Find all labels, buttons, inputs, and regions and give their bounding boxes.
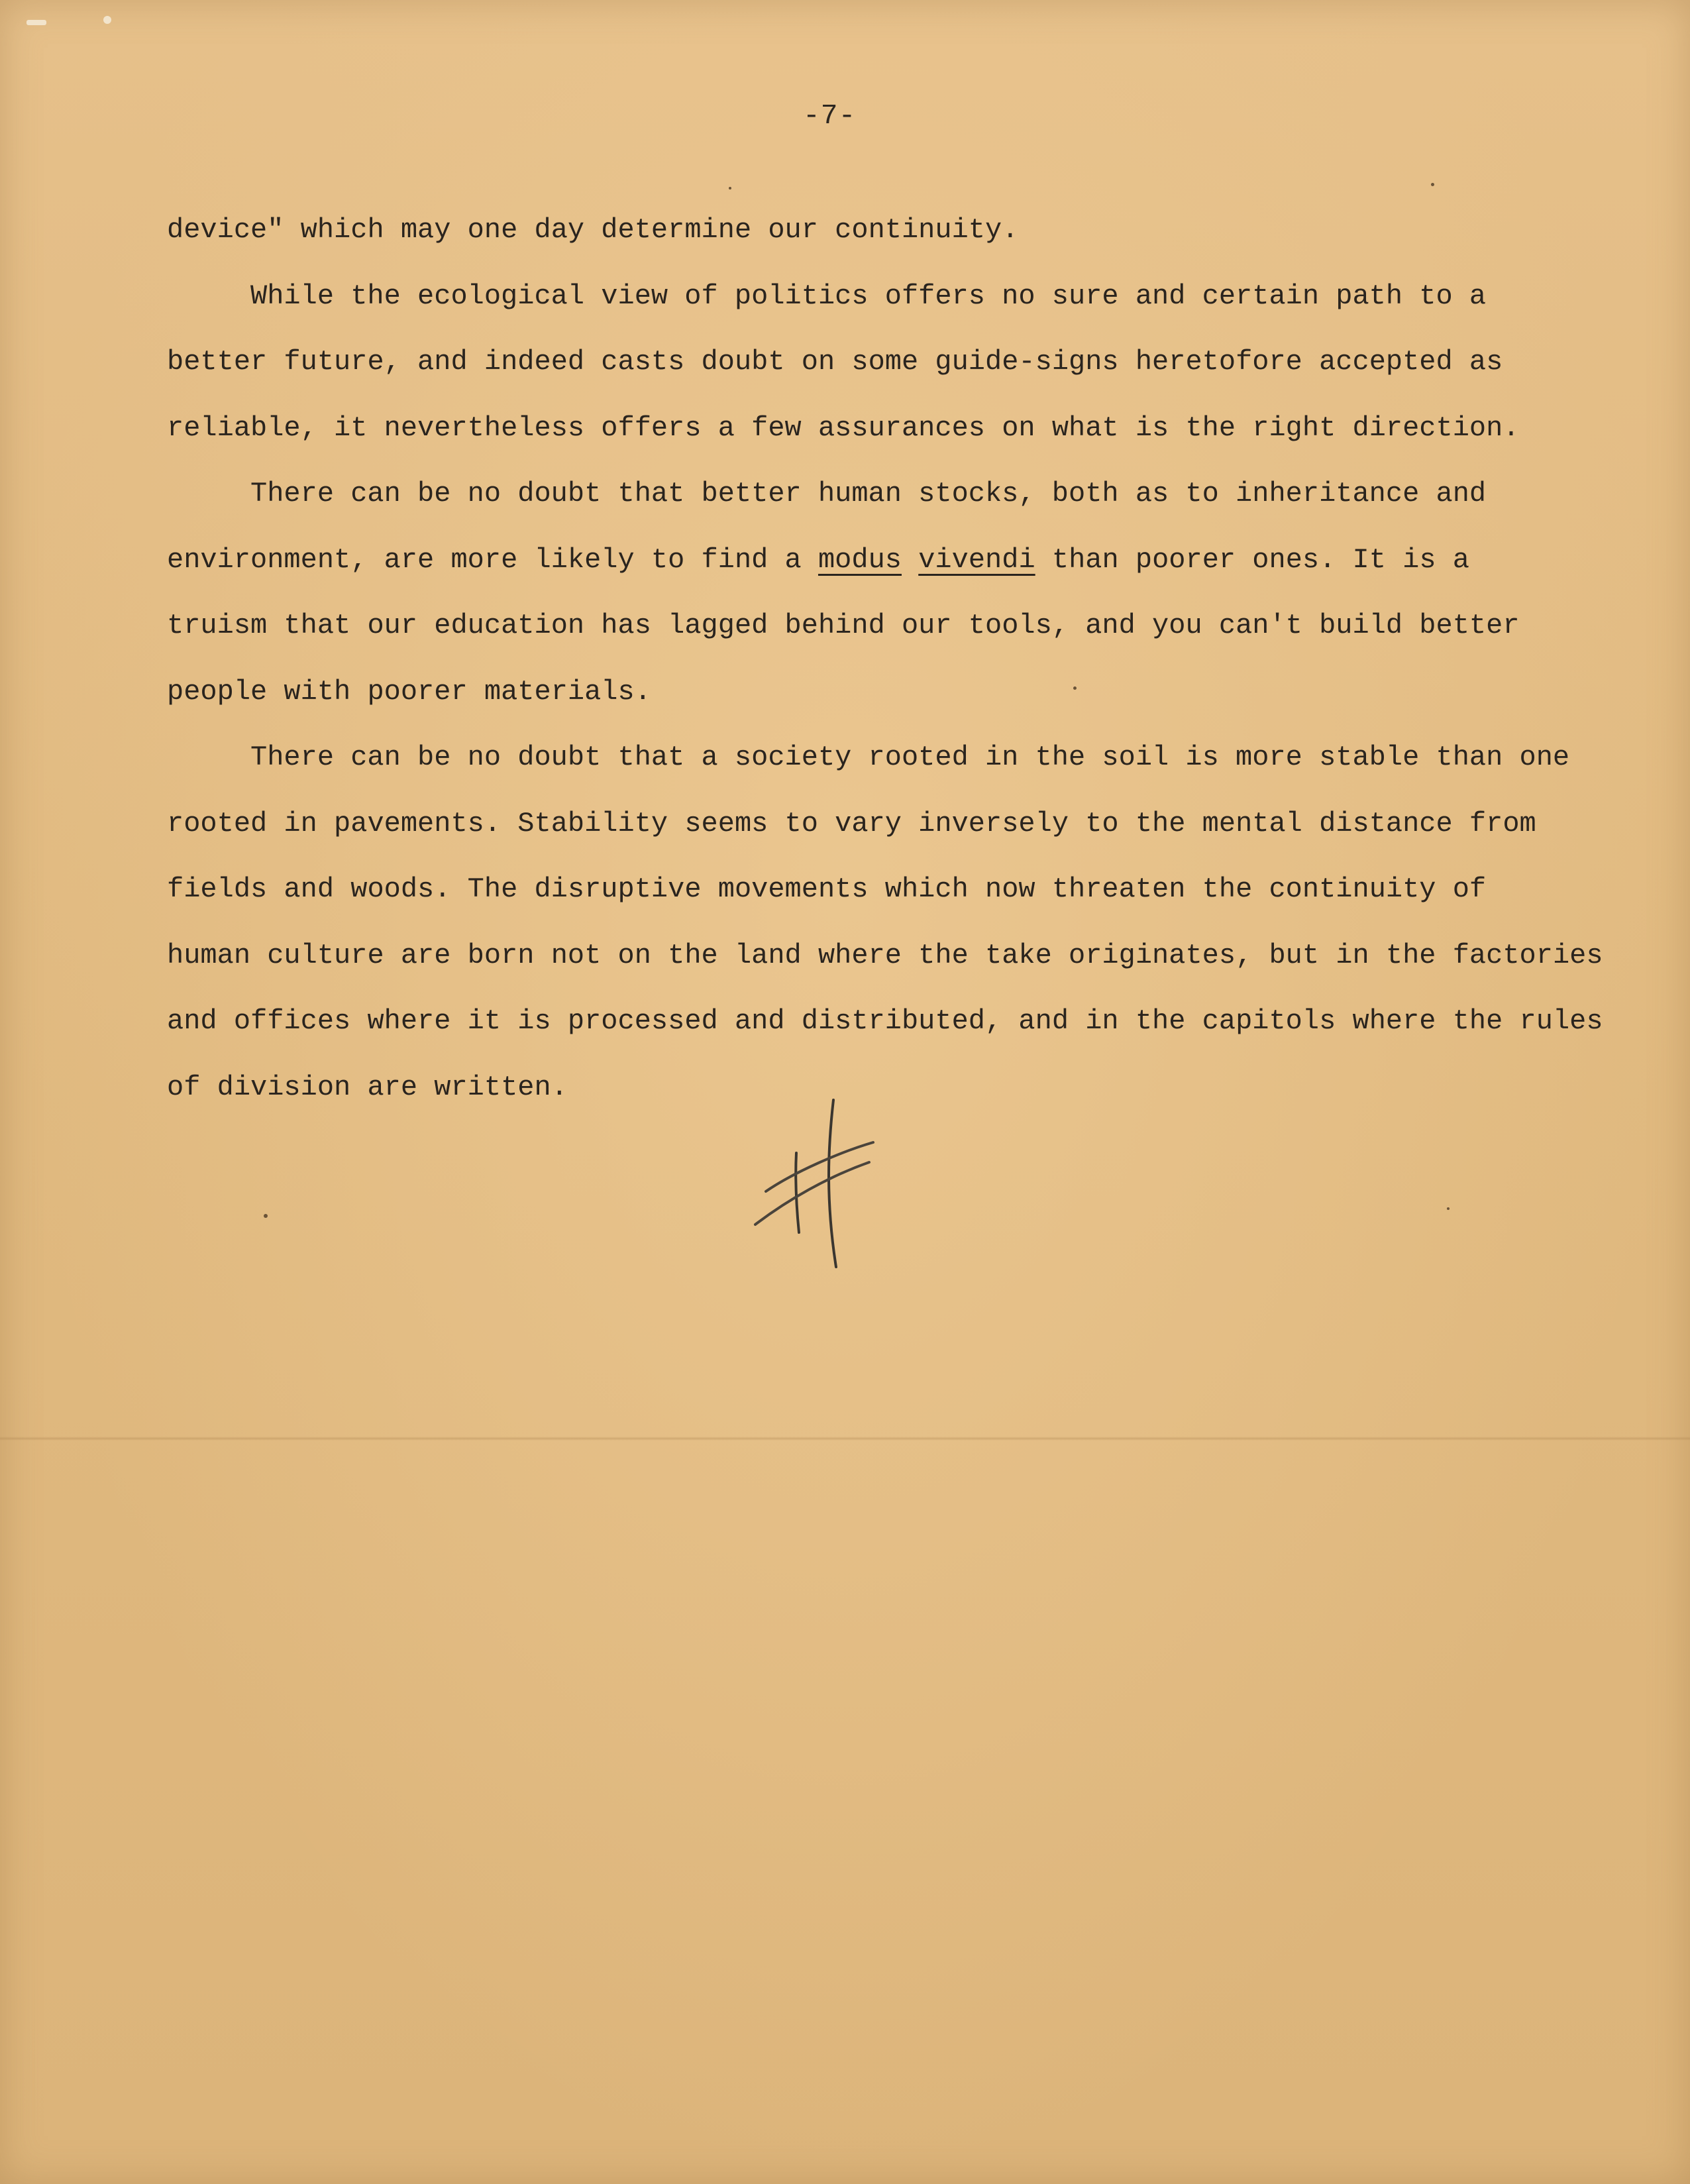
paper-speck (103, 16, 111, 24)
text-line: and offices where it is processed and distributed, and in the capitols where the rules (167, 1005, 1603, 1037)
paper-speck (264, 1214, 268, 1218)
text-line: of division are written. (167, 1071, 568, 1103)
text-line-modus-vivendi (167, 527, 1611, 594)
text-line: There can be no doubt that better human stocks, both as to inheritance and (250, 478, 1487, 510)
text-line: reliable, it nevertheless offers a few assurances on what is the right direction. (167, 411, 1520, 444)
text-line: better future, and indeed casts doubt on some guide-signs heretofore accepted as (167, 346, 1503, 378)
text-line: While the ecological view of politics offers no sure and certain path to a (250, 280, 1487, 312)
text-line: truism that our education has lagged behind our tools, and you can't build better (167, 610, 1520, 641)
paper-speck (26, 20, 46, 25)
text-fragment: than poorer ones. It is a (1035, 543, 1469, 576)
text-line: device" which may one day determine our continuity. (167, 214, 1019, 246)
underlined-word-modus: modus (818, 543, 902, 576)
text-line: people with poorer materials. (167, 675, 651, 708)
text-line: fields and woods. The disruptive movements which now threaten the continuity of (167, 873, 1487, 905)
end-mark-hash-icon (742, 1093, 888, 1272)
underlined-word-vivendi: vivendi (918, 543, 1035, 576)
text-fragment (902, 544, 918, 576)
page-number: -7- (803, 99, 857, 132)
paper-speck (1073, 686, 1077, 690)
text-line: rooted in pavements. Stability seems to vary inversely to the mental distance from (167, 807, 1536, 840)
paper-speck (1447, 1207, 1450, 1210)
typed-body-text (167, 197, 1611, 1120)
text-line: human culture are born not on the land where the take originates, but in the factories (167, 939, 1603, 971)
paper-speck (729, 187, 731, 190)
paper-speck (1431, 183, 1434, 186)
text-line: There can be no doubt that a society rooted in the soil is more stable than one (250, 741, 1570, 773)
text-fragment: environment, are more likely to find a (167, 543, 818, 576)
paper-fold-line (0, 1437, 1690, 1441)
